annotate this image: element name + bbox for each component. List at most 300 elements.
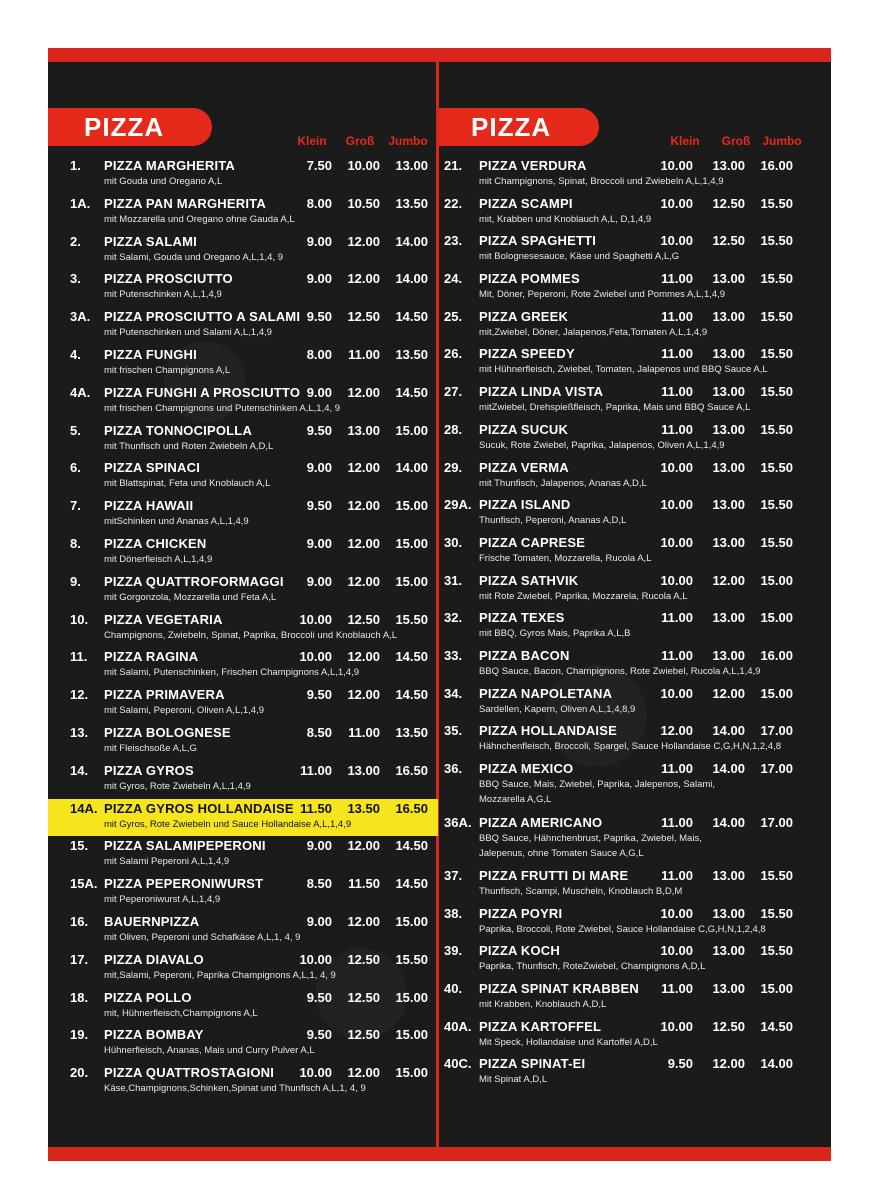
price-klein: 11.00 <box>300 762 332 778</box>
price-klein: 11.00 <box>661 610 693 626</box>
price-klein: 10.00 <box>660 158 693 173</box>
item-number: 30. <box>444 534 463 550</box>
item-number: 28. <box>444 421 463 437</box>
price-gross: 12.50 <box>347 611 380 627</box>
menu-item <box>48 799 438 837</box>
menu-item <box>439 344 829 382</box>
item-description: mit,Salami, Peperoni, Paprika Champignons A,L,1, 4, 9 <box>104 969 336 981</box>
size-label-gross: Groß <box>345 134 375 148</box>
price-klein: 10.00 <box>299 611 332 627</box>
menu-item <box>439 904 829 942</box>
price-gross: 12.50 <box>347 951 380 967</box>
menu-item <box>439 941 829 979</box>
item-number: 1. <box>70 158 81 173</box>
item-name: PIZZA HAWAII <box>104 498 194 514</box>
item-number: 36. <box>444 761 463 776</box>
item-number: 39. <box>444 943 463 959</box>
item-number: 25. <box>444 308 463 324</box>
price-jumbo: 15.00 <box>395 989 428 1005</box>
item-name: PIZZA SPINAT-EI <box>479 1056 586 1072</box>
menu-list <box>439 156 829 1092</box>
price-gross: 13.00 <box>712 497 745 513</box>
item-name: PIZZA MARGHERITA <box>104 158 236 173</box>
menu-item <box>439 813 829 867</box>
item-description: mit Gouda und Oregano A,L <box>104 176 223 187</box>
price-gross: 12.00 <box>347 913 380 929</box>
item-description: mit Salami Peperoni A,L,1,4,9 <box>104 856 230 868</box>
price-jumbo: 15.00 <box>395 573 428 589</box>
item-description: mit Thunfisch und Roten Zwiebeln A,D,L <box>104 440 274 452</box>
item-description: mitSchinken und Ananas A,L,1,4,9 <box>104 516 249 528</box>
item-number: 29. <box>444 459 463 475</box>
item-description: Sardellen, Kapern, Oliven A,L,1,4,8,9 <box>479 703 636 715</box>
price-gross: 12.50 <box>347 309 380 325</box>
price-klein: 9.00 <box>306 271 332 287</box>
price-jumbo: 15.00 <box>395 1027 428 1043</box>
item-description: mit Salami, Gouda und Oregano A,L,1,4, 9 <box>104 251 284 263</box>
menu-item <box>48 647 438 685</box>
item-name: PIZZA TEXES <box>479 610 565 626</box>
price-gross: 12.00 <box>347 271 380 287</box>
price-gross: 11.50 <box>348 876 380 892</box>
price-gross: 13.00 <box>347 762 380 778</box>
item-number: 5. <box>70 422 81 438</box>
price-jumbo: 14.50 <box>395 309 428 325</box>
price-klein: 11.00 <box>661 421 693 437</box>
item-number: 15. <box>70 838 89 854</box>
menu-item <box>439 231 829 269</box>
price-jumbo: 16.00 <box>760 158 793 173</box>
item-description: mit Gorgonzola, Mozzarella und Feta A,L <box>104 591 277 603</box>
price-klein: 10.00 <box>660 905 693 921</box>
price-gross: 13.00 <box>712 271 745 287</box>
price-jumbo: 15.00 <box>395 422 428 438</box>
item-description: mit Gyros, Rote Zwiebeln A,L,1,4,9 <box>104 780 251 792</box>
price-jumbo: 17.00 <box>760 761 793 776</box>
price-klein: 9.00 <box>306 573 332 589</box>
price-jumbo: 14.50 <box>760 1018 793 1034</box>
menu-item <box>48 685 438 723</box>
item-description: Käse,Champignons,Schinken,Spinat und Thunfisch A,L,1, 4, 9 <box>104 1083 366 1095</box>
price-jumbo: 13.00 <box>395 158 428 173</box>
item-name: PIZZA ISLAND <box>479 497 571 513</box>
item-number: 37. <box>444 868 463 883</box>
price-gross: 13.00 <box>712 868 745 883</box>
item-name: PIZZA SALAMIPEPERONI <box>104 838 266 854</box>
menu-item <box>48 307 438 345</box>
menu-item <box>439 684 829 722</box>
item-number: 36A. <box>444 814 472 830</box>
item-number: 17. <box>70 951 89 967</box>
item-number: 21. <box>444 158 463 173</box>
price-gross: 12.00 <box>712 685 745 701</box>
item-description: Paprika, Broccoli, Rote Zwiebel, Sauce Hollandaise C,G,H,N,1,2,4,8 <box>479 923 766 935</box>
menu-item <box>48 1063 438 1101</box>
item-name: PIZZA BOLOGNESE <box>104 724 231 740</box>
item-name: PIZZA PROSCIUTTO A SALAMI <box>104 309 301 325</box>
item-description: Mit, Döner, Peperoni, Rote Zwiebel und Pommes A,L,1,4,9 <box>479 289 726 301</box>
item-name: PIZZA NAPOLETANA <box>479 685 613 701</box>
item-description: mit Hühnerfleisch, Zwiebel, Tomaten, Jalapenos und BBQ Sauce A,L <box>479 364 768 376</box>
item-description: Thunfisch, Scampi, Muscheln, Knoblauch B,D,M <box>479 886 683 897</box>
price-klein: 10.00 <box>660 497 693 513</box>
menu-item <box>439 759 829 813</box>
price-jumbo: 15.50 <box>395 951 428 967</box>
menu-item <box>439 979 829 1017</box>
price-jumbo: 15.50 <box>760 384 793 400</box>
price-gross: 12.00 <box>347 838 380 854</box>
item-description: mit Putenschinken A,L,1,4,9 <box>104 289 222 301</box>
price-klein: 9.00 <box>306 233 332 249</box>
menu-item <box>48 723 438 761</box>
price-gross: 13.00 <box>712 534 745 550</box>
menu-item <box>439 156 829 194</box>
size-header <box>48 134 438 148</box>
price-jumbo: 15.00 <box>395 1065 428 1081</box>
item-description: BBQ Sauce, Hähnchenbrust, Paprika, Zwiebel, Mais, <box>479 832 702 844</box>
price-klein: 9.00 <box>306 913 332 929</box>
item-number: 40. <box>444 981 463 997</box>
menu-item <box>48 761 438 799</box>
price-klein: 10.00 <box>660 195 693 211</box>
item-number: 26. <box>444 346 463 362</box>
item-name: PIZZA SPEEDY <box>479 346 575 362</box>
menu-item <box>48 496 438 534</box>
item-name: PIZZA SPINACI <box>104 460 201 476</box>
item-number: 32. <box>444 610 463 626</box>
item-number: 12. <box>70 687 89 703</box>
price-jumbo: 14.00 <box>395 233 428 249</box>
item-name: PIZZA SALAMI <box>104 233 197 249</box>
item-description: Thunfisch, Peperoni, Ananas A,D,L <box>479 515 627 527</box>
price-gross: 12.50 <box>712 1018 745 1034</box>
price-klein: 10.00 <box>660 685 693 701</box>
item-number: 10. <box>70 611 89 627</box>
item-name: PIZZA VEGETARIA <box>104 611 223 627</box>
price-klein: 9.00 <box>306 535 332 551</box>
price-klein: 12.00 <box>660 723 693 739</box>
size-label-jumbo: Jumbo <box>388 134 428 148</box>
price-jumbo: 14.50 <box>395 687 428 703</box>
price-jumbo: 13.50 <box>395 195 428 211</box>
size-header <box>439 134 829 148</box>
price-gross: 12.00 <box>347 233 380 249</box>
menu-item <box>439 1054 829 1092</box>
item-number: 7. <box>70 498 81 514</box>
item-name: PIZZA KOCH <box>479 943 560 959</box>
item-number: 9. <box>70 573 81 589</box>
price-gross: 12.00 <box>347 498 380 514</box>
price-klein: 9.50 <box>306 687 332 703</box>
price-klein: 11.00 <box>661 346 693 362</box>
item-description: Paprika, Thunfisch, RoteZwiebel, Champignons A,D,L <box>479 961 706 973</box>
item-description: mit Mozzarella und Oregano ohne Gauda A,L <box>104 213 295 225</box>
item-name: PIZZA TONNOCIPOLLA <box>104 422 253 438</box>
price-klein: 8.50 <box>306 876 332 892</box>
price-jumbo: 13.50 <box>395 346 428 362</box>
price-jumbo: 15.50 <box>760 905 793 921</box>
menu-item <box>48 572 438 610</box>
item-name: BAUERNPIZZA <box>104 913 200 929</box>
price-jumbo: 14.50 <box>395 649 428 665</box>
item-description-continued: Mozzarella A,G,L <box>479 794 552 805</box>
menu-item <box>48 383 438 421</box>
price-gross: 13.00 <box>712 421 745 437</box>
menu-item <box>48 836 438 874</box>
price-jumbo: 15.00 <box>395 535 428 551</box>
price-klein: 9.00 <box>306 460 332 476</box>
item-name: PIZZA HOLLANDAISE <box>479 723 617 739</box>
price-jumbo: 15.50 <box>760 497 793 513</box>
price-jumbo: 15.00 <box>760 610 793 626</box>
item-description: mit Blattspinat, Feta und Knoblauch A,L <box>104 478 271 490</box>
item-description: mit Champignons, Spinat, Broccoli und Zwiebeln A,L,1,4,9 <box>479 176 724 187</box>
price-gross: 12.50 <box>712 233 745 249</box>
item-name: PIZZA DIAVALO <box>104 951 204 967</box>
item-number: 8. <box>70 535 81 551</box>
item-name: PIZZA FUNGHI <box>104 346 197 362</box>
price-klein: 10.00 <box>660 572 693 588</box>
item-name: PIZZA CAPRESE <box>479 534 586 550</box>
price-klein: 10.00 <box>299 1065 332 1081</box>
item-description: Mit Speck, Hollandaise und Kartoffel A,D,L <box>479 1036 658 1048</box>
price-gross: 12.00 <box>347 573 380 589</box>
item-number: 38. <box>444 905 463 921</box>
item-number: 14. <box>70 762 89 778</box>
item-description: mit Krabben, Knoblauch A,D,L <box>479 999 607 1011</box>
price-gross: 13.00 <box>712 905 745 921</box>
left-column <box>48 48 438 1161</box>
menu-item <box>439 307 829 345</box>
section-title: PIZZA <box>439 108 599 146</box>
item-name: PIZZA FRUTTI DI MARE <box>479 868 629 883</box>
price-klein: 10.00 <box>660 1018 693 1034</box>
item-number: 15A. <box>70 876 98 892</box>
price-gross: 14.00 <box>712 723 745 739</box>
price-gross: 12.00 <box>347 460 380 476</box>
item-description: Sucuk, Rote Zwiebel, Paprika, Jalapenos, Oliven A,L,1,4,9 <box>479 439 725 451</box>
section-title: PIZZA <box>48 108 212 146</box>
item-description: mit BBQ, Gyros Mais, Paprika A,L,B <box>479 628 631 640</box>
price-gross: 13.00 <box>712 158 745 173</box>
price-jumbo: 15.00 <box>395 913 428 929</box>
item-name: PIZZA BACON <box>479 647 570 663</box>
price-klein: 8.00 <box>306 346 332 362</box>
size-label-gross: Groß <box>721 134 751 148</box>
price-gross: 13.00 <box>712 943 745 959</box>
price-klein: 10.00 <box>299 951 332 967</box>
item-number: 34. <box>444 685 463 701</box>
price-klein: 8.50 <box>306 724 332 740</box>
item-name: PIZZA PEPERONIWURST <box>104 876 264 892</box>
item-name: PIZZA QUATTROFORMAGGI <box>104 573 284 589</box>
price-gross: 13.00 <box>347 422 380 438</box>
item-description: mit Oliven, Peperoni und Schafkäse A,L,1, 4, 9 <box>104 931 301 943</box>
price-klein: 11.00 <box>661 761 693 776</box>
price-gross: 12.00 <box>712 572 745 588</box>
price-gross: 12.00 <box>347 687 380 703</box>
price-jumbo: 15.50 <box>760 271 793 287</box>
item-number: 24. <box>444 271 463 287</box>
menu-item <box>439 269 829 307</box>
price-gross: 12.00 <box>347 535 380 551</box>
item-description-continued: Jalepenus, ohne Tomaten Sauce A,G,L <box>479 847 644 859</box>
menu-page <box>48 48 831 1161</box>
item-name: PIZZA VERMA <box>479 459 569 475</box>
right-column <box>439 48 829 1161</box>
item-description: mit,Zwiebel, Döner, Jalapenos,Feta,Tomaten A,L,1,4,9 <box>479 326 708 338</box>
item-description: Champignons, Zwiebeln, Spinat, Paprika, Broccoli und Knoblauch A,L <box>104 629 398 641</box>
menu-item <box>48 156 438 194</box>
price-gross: 12.00 <box>347 649 380 665</box>
item-name: PIZZA AMERICANO <box>479 814 603 830</box>
price-jumbo: 15.00 <box>395 498 428 514</box>
price-jumbo: 15.50 <box>760 534 793 550</box>
price-klein: 11.00 <box>661 981 693 997</box>
price-gross: 14.00 <box>712 761 745 776</box>
menu-item <box>48 269 438 307</box>
item-number: 13. <box>70 724 89 740</box>
item-description: mit frischen Champignons und Putenschinken A,L,1,4, 9 <box>104 402 341 414</box>
price-klein: 9.00 <box>306 384 332 400</box>
price-klein: 9.50 <box>306 309 332 325</box>
price-jumbo: 17.00 <box>760 723 793 739</box>
item-description: mit, Krabben und Knoblauch A,L, D,1,4,9 <box>479 213 652 225</box>
price-klein: 9.50 <box>306 1027 332 1043</box>
menu-item <box>48 421 438 459</box>
price-gross: 11.00 <box>348 346 380 362</box>
item-name: PIZZA CHICKEN <box>104 535 207 551</box>
menu-item <box>48 874 438 912</box>
item-name: PIZZA SATHVIK <box>479 572 579 588</box>
price-gross: 12.00 <box>347 384 380 400</box>
item-name: PIZZA FUNGHI A PROSCIUTTO <box>104 384 301 400</box>
price-jumbo: 14.50 <box>395 838 428 854</box>
price-klein: 11.50 <box>300 800 332 816</box>
item-name: PIZZA SCAMPI <box>479 195 573 211</box>
item-number: 35. <box>444 723 463 739</box>
price-jumbo: 15.50 <box>760 421 793 437</box>
price-jumbo: 15.50 <box>760 868 793 883</box>
item-number: 29A. <box>444 497 472 513</box>
item-description: mit Putenschinken und Salami A,L,1,4,9 <box>104 327 272 339</box>
price-gross: 12.50 <box>712 195 745 211</box>
item-name: PIZZA KARTOFFEL <box>479 1018 602 1034</box>
price-jumbo: 16.00 <box>760 647 793 663</box>
item-name: PIZZA GREEK <box>479 308 569 324</box>
price-gross: 13.00 <box>712 647 745 663</box>
size-label-klein: Klein <box>297 134 327 148</box>
item-name: PIZZA POYRI <box>479 905 563 921</box>
item-number: 18. <box>70 989 89 1005</box>
price-jumbo: 15.50 <box>760 233 793 249</box>
menu-item <box>48 194 438 232</box>
menu-item <box>439 646 829 684</box>
item-number: 19. <box>70 1027 89 1043</box>
item-description: mit Fleischsoße A,L,G <box>104 742 197 754</box>
menu-item <box>439 1017 829 1055</box>
item-number: 23. <box>444 233 463 249</box>
price-jumbo: 15.50 <box>760 346 793 362</box>
price-gross: 10.00 <box>347 158 380 173</box>
price-gross: 12.50 <box>347 989 380 1005</box>
item-name: PIZZA PRIMAVERA <box>104 687 225 703</box>
item-number: 40C. <box>444 1056 472 1072</box>
item-description: mit frischen Champignons A,L <box>104 364 231 376</box>
price-jumbo: 15.50 <box>760 195 793 211</box>
menu-list <box>48 156 438 1101</box>
item-number: 27. <box>444 384 463 400</box>
price-jumbo: 15.50 <box>760 943 793 959</box>
price-jumbo: 14.00 <box>395 460 428 476</box>
menu-item <box>439 495 829 533</box>
item-description: BBQ Sauce, Bacon, Champignons, Rote Zwiebel, Rucola A,L,1,4,9 <box>479 665 761 677</box>
menu-item <box>439 608 829 646</box>
price-gross: 13.00 <box>712 981 745 997</box>
item-name: PIZZA GYROS HOLLANDAISE <box>104 800 294 816</box>
price-jumbo: 14.50 <box>395 876 428 892</box>
item-name: PIZZA POMMES <box>479 271 580 287</box>
item-number: 4A. <box>70 384 91 400</box>
item-number: 3. <box>70 271 81 287</box>
price-jumbo: 14.00 <box>395 271 428 287</box>
item-number: 11. <box>70 649 88 665</box>
item-description: Hähnchenfleisch, Broccoli, Spargel, Sauce Hollandaise C,G,H,N,1,2,4,8 <box>479 741 782 753</box>
menu-item <box>439 194 829 232</box>
menu-item <box>439 533 829 571</box>
item-description: mit Salami, Putenschinken, Frischen Champignons A,L,1,4,9 <box>104 667 360 679</box>
price-gross: 14.00 <box>712 814 745 830</box>
size-label-jumbo: Jumbo <box>762 134 802 148</box>
menu-item <box>439 866 829 904</box>
menu-item <box>48 534 438 572</box>
price-klein: 9.50 <box>306 498 332 514</box>
menu-item <box>439 721 829 759</box>
price-jumbo: 14.00 <box>760 1056 793 1072</box>
price-jumbo: 13.50 <box>395 724 428 740</box>
price-klein: 9.00 <box>306 838 332 854</box>
price-klein: 10.00 <box>660 233 693 249</box>
item-description: mit, Hühnerfleisch,Champignons A,L <box>104 1007 258 1019</box>
item-name: PIZZA SPAGHETTI <box>479 233 597 249</box>
item-name: PIZZA PAN MARGHERITA <box>104 195 266 211</box>
price-klein: 9.50 <box>667 1056 693 1072</box>
price-klein: 10.00 <box>660 459 693 475</box>
item-number: 22. <box>444 195 463 211</box>
item-name: PIZZA LINDA VISTA <box>479 384 604 400</box>
menu-item <box>48 345 438 383</box>
price-jumbo: 14.50 <box>395 384 428 400</box>
price-klein: 11.00 <box>661 308 693 324</box>
price-klein: 10.00 <box>660 943 693 959</box>
price-gross: 12.50 <box>347 1027 380 1043</box>
item-name: PIZZA BOMBAY <box>104 1027 204 1043</box>
item-number: 33. <box>444 647 463 663</box>
price-gross: 13.00 <box>712 308 745 324</box>
menu-item <box>48 232 438 270</box>
price-klein: 9.50 <box>306 422 332 438</box>
item-description: mit Dönerfleisch A,L,1,4,9 <box>104 553 213 565</box>
item-name: PIZZA SUCUK <box>479 421 569 437</box>
price-gross: 11.00 <box>348 724 380 740</box>
price-jumbo: 15.00 <box>760 685 793 701</box>
item-name: PIZZA RAGINA <box>104 649 199 665</box>
item-description: mit Bolognesesauce, Käse und Spaghetti A,L,G <box>479 251 680 263</box>
price-gross: 13.00 <box>712 384 745 400</box>
item-description: mit Salami, Peperoni, Oliven A,L,1,4,9 <box>104 705 264 717</box>
price-klein: 8.00 <box>306 195 332 211</box>
price-klein: 10.00 <box>660 534 693 550</box>
